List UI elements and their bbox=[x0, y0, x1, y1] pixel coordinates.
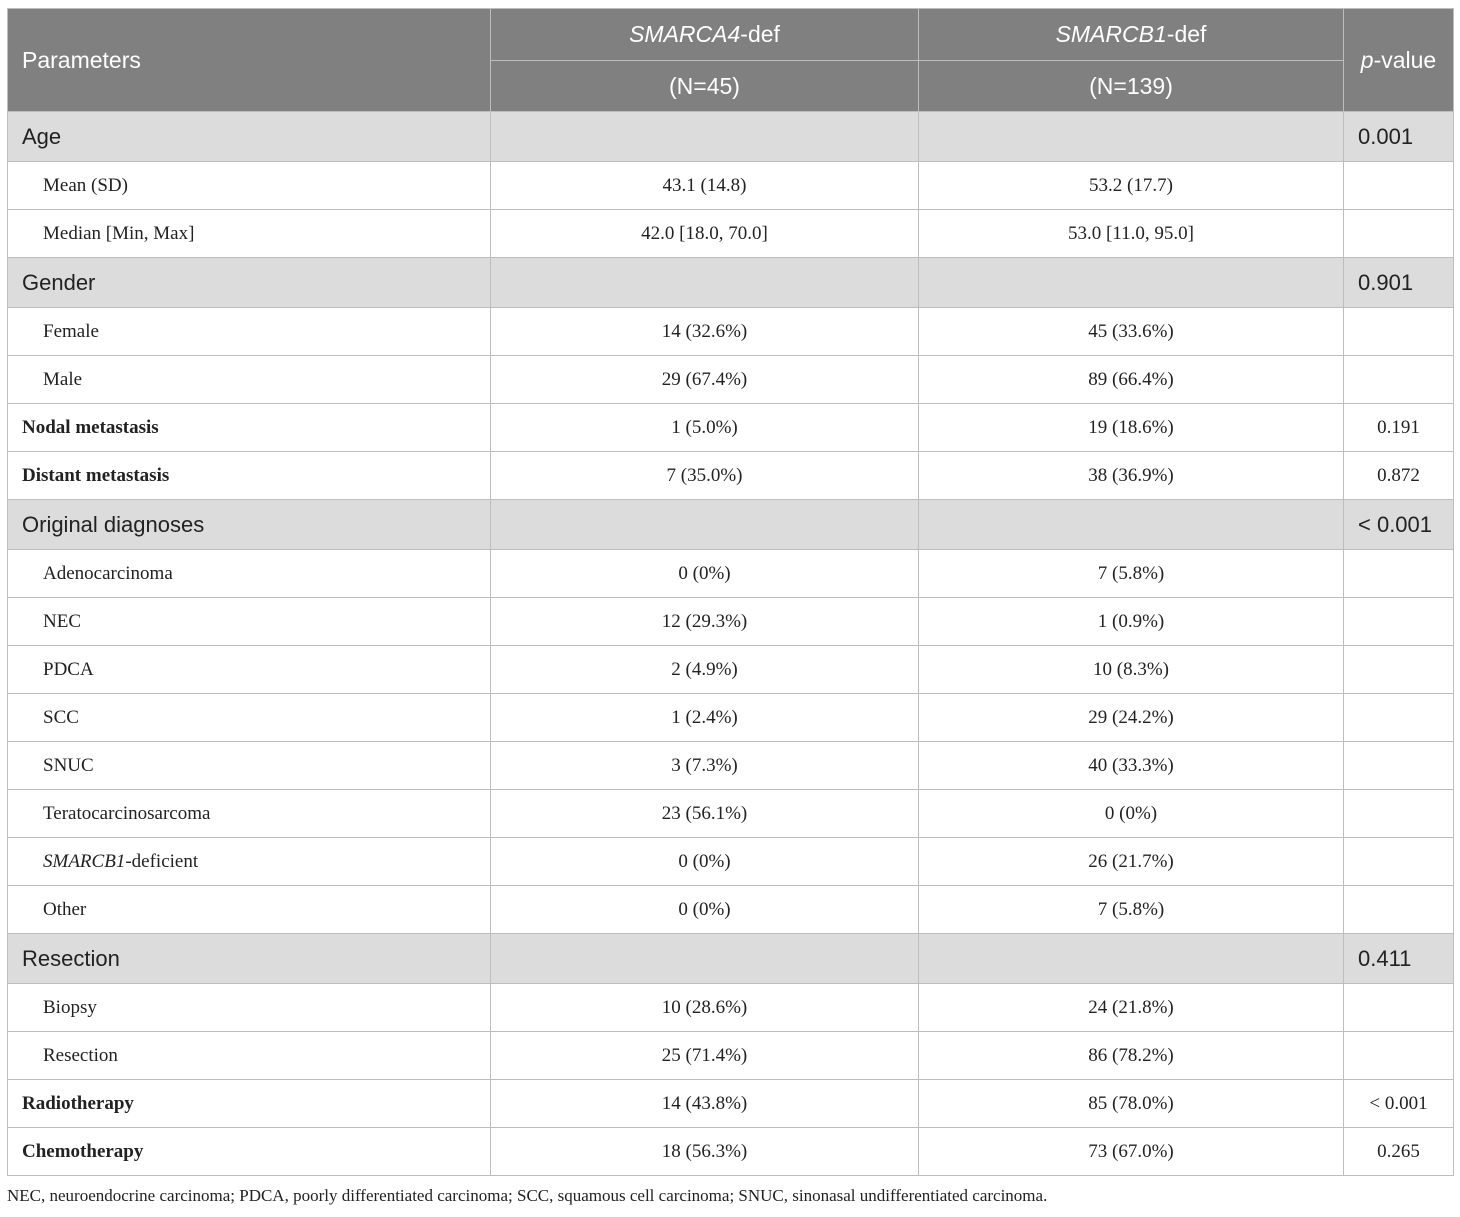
smarca4-value: 7 (35.0%) bbox=[491, 452, 919, 500]
table-row bbox=[8, 694, 1454, 742]
smarca4-value: 1 (5.0%) bbox=[491, 404, 919, 452]
empty-cell bbox=[1344, 984, 1454, 1032]
header-smarca4-n: (N=45) bbox=[491, 61, 919, 112]
row-label: SNUC bbox=[8, 742, 491, 790]
smarcb1-value: 19 (18.6%) bbox=[919, 404, 1344, 452]
table-row bbox=[8, 838, 1454, 886]
header-smarcb1-n: (N=139) bbox=[919, 61, 1344, 112]
empty-cell bbox=[1344, 742, 1454, 790]
empty-cell bbox=[1344, 550, 1454, 598]
section-row-age bbox=[8, 112, 1454, 162]
smarca4-value: 12 (29.3%) bbox=[491, 598, 919, 646]
header-smarca4-gene: SMARCA4 bbox=[629, 21, 741, 47]
table-row bbox=[8, 1128, 1454, 1176]
p-value-cell: < 0.001 bbox=[1344, 500, 1454, 550]
smarca4-value: 0 (0%) bbox=[491, 550, 919, 598]
row-label: Gender bbox=[8, 258, 491, 308]
p-value-cell: 0.001 bbox=[1344, 112, 1454, 162]
smarcb1-value: 7 (5.8%) bbox=[919, 886, 1344, 934]
empty-cell bbox=[1344, 790, 1454, 838]
smarcb1-value: 7 (5.8%) bbox=[919, 550, 1344, 598]
smarca4-value: 3 (7.3%) bbox=[491, 742, 919, 790]
smarca4-value: 43.1 (14.8) bbox=[491, 162, 919, 210]
empty-cell bbox=[491, 258, 919, 308]
row-label: PDCA bbox=[8, 646, 491, 694]
row-label: Adenocarcinoma bbox=[8, 550, 491, 598]
row-label bbox=[8, 838, 491, 886]
empty-cell bbox=[1344, 646, 1454, 694]
p-value-cell: 0.411 bbox=[1344, 934, 1454, 984]
row-label: Nodal metastasis bbox=[8, 404, 491, 452]
data-table bbox=[7, 8, 1454, 1176]
table-row bbox=[8, 646, 1454, 694]
smarcb1-value: 38 (36.9%) bbox=[919, 452, 1344, 500]
table-row bbox=[8, 404, 1454, 452]
smarcb1-value: 26 (21.7%) bbox=[919, 838, 1344, 886]
smarcb1-value: 73 (67.0%) bbox=[919, 1128, 1344, 1176]
table-row bbox=[8, 1080, 1454, 1128]
smarcb1-value: 1 (0.9%) bbox=[919, 598, 1344, 646]
smarcb1-value: 10 (8.3%) bbox=[919, 646, 1344, 694]
header-smarcb1-gene: SMARCB1 bbox=[1055, 21, 1167, 47]
header-smarcb1-group bbox=[919, 9, 1344, 61]
section-row-gender bbox=[8, 258, 1454, 308]
empty-cell bbox=[1344, 838, 1454, 886]
row-label: Chemotherapy bbox=[8, 1128, 491, 1176]
empty-cell bbox=[1344, 886, 1454, 934]
smarcb1-value: 24 (21.8%) bbox=[919, 984, 1344, 1032]
table-row bbox=[8, 550, 1454, 598]
row-label: Distant metastasis bbox=[8, 452, 491, 500]
table-footnote: NEC, neuroendocrine carcinoma; PDCA, poorly differentiated carcinoma; SCC, squamous cell carcinoma; SNUC, sinonasal undifferentiated carcinoma. bbox=[7, 1186, 1048, 1205]
section-row-resection bbox=[8, 934, 1454, 984]
empty-cell bbox=[919, 112, 1344, 162]
header-smarca4-suffix: -def bbox=[740, 21, 780, 47]
smarca4-value: 29 (67.4%) bbox=[491, 356, 919, 404]
smarcb1-value: 53.0 [11.0, 95.0] bbox=[919, 210, 1344, 258]
smarca4-value: 23 (56.1%) bbox=[491, 790, 919, 838]
row-label: Teratocarcinosarcoma bbox=[8, 790, 491, 838]
p-value-cell: 0.872 bbox=[1344, 452, 1454, 500]
row-label: SCC bbox=[8, 694, 491, 742]
table-row bbox=[8, 598, 1454, 646]
table-row bbox=[8, 308, 1454, 356]
smarcb1-value: 29 (24.2%) bbox=[919, 694, 1344, 742]
empty-cell bbox=[1344, 598, 1454, 646]
smarca4-value: 10 (28.6%) bbox=[491, 984, 919, 1032]
section-row-original-diagnoses bbox=[8, 500, 1454, 550]
header-p-value bbox=[1344, 9, 1454, 112]
header-smarcb1-suffix: -def bbox=[1166, 21, 1207, 47]
p-value-cell: 0.265 bbox=[1344, 1128, 1454, 1176]
empty-cell bbox=[491, 112, 919, 162]
table-row bbox=[8, 984, 1454, 1032]
empty-cell bbox=[1344, 308, 1454, 356]
empty-cell bbox=[1344, 694, 1454, 742]
row-label: Male bbox=[8, 356, 491, 404]
empty-cell bbox=[1344, 1032, 1454, 1080]
table-header bbox=[8, 9, 1454, 112]
smarcb1-value: 0 (0%) bbox=[919, 790, 1344, 838]
smarcb1-value: 86 (78.2%) bbox=[919, 1032, 1344, 1080]
empty-cell bbox=[1344, 356, 1454, 404]
smarca4-value: 42.0 [18.0, 70.0] bbox=[491, 210, 919, 258]
empty-cell bbox=[919, 934, 1344, 984]
smarca4-value: 0 (0%) bbox=[491, 886, 919, 934]
table-row bbox=[8, 452, 1454, 500]
row-label: Resection bbox=[8, 1032, 491, 1080]
row-label: Age bbox=[8, 112, 491, 162]
empty-cell bbox=[491, 934, 919, 984]
p-value-cell: < 0.001 bbox=[1344, 1080, 1454, 1128]
empty-cell bbox=[1344, 162, 1454, 210]
row-label: Radiotherapy bbox=[8, 1080, 491, 1128]
smarca4-value: 25 (71.4%) bbox=[491, 1032, 919, 1080]
row-label: Other bbox=[8, 886, 491, 934]
smarcb1-value: 40 (33.3%) bbox=[919, 742, 1344, 790]
smarcb1-value: 89 (66.4%) bbox=[919, 356, 1344, 404]
row-label: Biopsy bbox=[8, 984, 491, 1032]
smarca4-value: 1 (2.4%) bbox=[491, 694, 919, 742]
table-row bbox=[8, 210, 1454, 258]
smarcb1-value: 85 (78.0%) bbox=[919, 1080, 1344, 1128]
table-row bbox=[8, 790, 1454, 838]
empty-cell bbox=[919, 258, 1344, 308]
smarca4-value: 14 (43.8%) bbox=[491, 1080, 919, 1128]
row-label: Resection bbox=[8, 934, 491, 984]
row-label: Median [Min, Max] bbox=[8, 210, 491, 258]
header-smarca4-group bbox=[491, 9, 919, 61]
smarca4-value: 0 (0%) bbox=[491, 838, 919, 886]
table-row bbox=[8, 1032, 1454, 1080]
table-body bbox=[8, 112, 1454, 1176]
row-label: Mean (SD) bbox=[8, 162, 491, 210]
smarca4-value: 2 (4.9%) bbox=[491, 646, 919, 694]
empty-cell bbox=[491, 500, 919, 550]
row-label: Original diagnoses bbox=[8, 500, 491, 550]
smarca4-value: 14 (32.6%) bbox=[491, 308, 919, 356]
table-row bbox=[8, 886, 1454, 934]
header-p-letter: p bbox=[1360, 46, 1374, 73]
row-label-gene: SMARCB1 bbox=[43, 850, 126, 872]
smarca4-value: 18 (56.3%) bbox=[491, 1128, 919, 1176]
row-label: NEC bbox=[8, 598, 491, 646]
header-parameters: Parameters bbox=[8, 9, 491, 112]
row-label-suffix: -deficient bbox=[125, 850, 199, 872]
empty-cell bbox=[1344, 210, 1454, 258]
header-p-suffix: -value bbox=[1373, 46, 1437, 73]
smarcb1-value: 53.2 (17.7) bbox=[919, 162, 1344, 210]
table-row bbox=[8, 356, 1454, 404]
table-row bbox=[8, 162, 1454, 210]
p-value-cell: 0.191 bbox=[1344, 404, 1454, 452]
table-row bbox=[8, 742, 1454, 790]
empty-cell bbox=[919, 500, 1344, 550]
row-label: Female bbox=[8, 308, 491, 356]
smarcb1-value: 45 (33.6%) bbox=[919, 308, 1344, 356]
p-value-cell: 0.901 bbox=[1344, 258, 1454, 308]
